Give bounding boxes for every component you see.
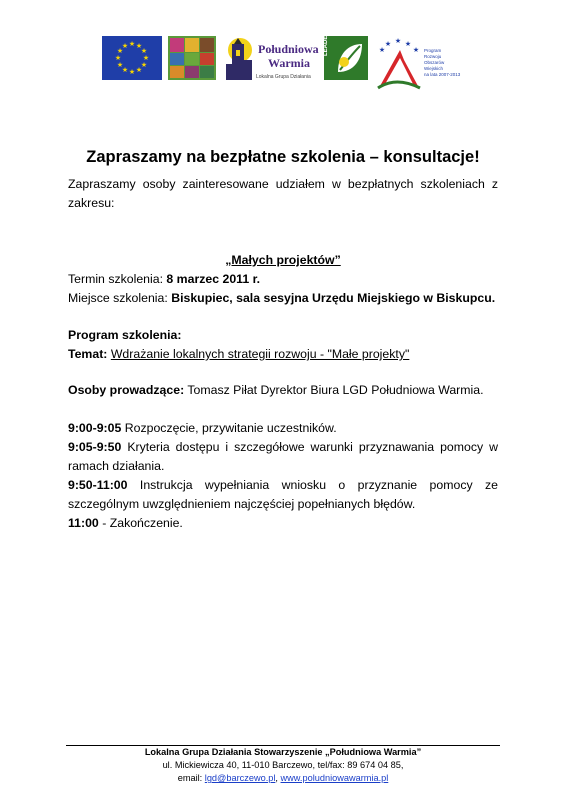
logo-title-line2: Warmia [268,56,310,70]
regional-coat-logo [168,36,216,80]
footer-contact [0,772,566,785]
schedule-time: 9:00-9:05 [68,421,122,435]
svg-text:★: ★ [116,61,124,69]
leader-logo [323,31,368,80]
page-title: Zapraszamy na bezpłatne szkolenia – konsultacje! [86,148,480,166]
svg-text:★: ★ [140,47,148,55]
logo-strip [100,32,470,94]
schedule-time: 9:05-9:50 [68,440,122,454]
leader-text: LEADER [323,31,329,56]
svg-text:★: ★ [404,40,412,48]
prow-line: Obszarów [424,60,445,65]
svg-text:★: ★ [121,42,129,50]
svg-text:★: ★ [140,61,148,69]
schedule-desc: Rozpoczęcie, przywitanie uczestników. [124,421,337,435]
footer-address: ul. Mickiewicza 40, 11-010 Barczewo, tel/fax: 89 674 04 85, [162,760,404,770]
trainers [68,380,498,400]
intro-line-2: zakresu: [68,196,115,210]
prow-line: Rozwoju [424,54,442,59]
website-link[interactable]: www.poludniowawarmia.pl [280,773,389,783]
program-topic [68,344,498,364]
training-place [68,288,508,308]
training-date [68,269,498,289]
prow-line: Wiejskich [424,66,444,71]
svg-text:★: ★ [378,46,386,54]
intro-line-1: Zapraszamy osoby zainteresowane udziałem w bezpłatnych szkoleniach z [68,177,498,191]
prow-line: Program [424,48,442,53]
schedule-item [68,437,498,457]
training-place-label: Miejsce szkolenia: [68,291,168,305]
church-tower-icon [222,36,256,86]
svg-text:★: ★ [121,66,129,74]
footer-org: Lokalna Grupa Działania Stowarzyszenie „Południowa Warmia” [144,747,422,757]
logo-title-line1: Południowa [258,42,319,56]
schedule-time: 11:00 [68,516,99,530]
topic-title [68,250,498,270]
footer-email-label: email: [177,773,203,783]
footer-separator: , [275,773,278,783]
prow-text [424,48,460,78]
schedule-item [68,513,498,533]
svg-text:★: ★ [116,47,124,55]
prow-emblem-icon [374,36,424,92]
schedule-item-continuation: ramach działania. [68,459,165,473]
trainers-value: Tomasz Piłat Dyrektor Biura LGD Południowa Warmia. [187,383,484,397]
svg-text:★: ★ [412,46,420,54]
program-heading [68,325,498,345]
training-date-value: 8 marzec 2011 r. [166,272,261,286]
svg-text:★: ★ [135,66,143,74]
training-date-label: Termin szkolenia: [68,272,163,286]
schedule-item [68,418,498,438]
svg-text:★: ★ [114,54,122,62]
program-heading-text: Program szkolenia: [68,328,182,342]
schedule-time: 9:50-11:00 [68,478,128,492]
poludniowa-warmia-logo [222,36,332,86]
trainers-label: Osoby prowadzące: [68,383,185,397]
svg-text:★: ★ [394,37,402,45]
eu-flag-logo [102,36,162,80]
schedule-item [68,475,498,495]
program-topic-label: Temat: [68,347,108,361]
training-place-value: Biskupiec, sala sesyjna Urzędu Miejskiego w Biskupcu. [171,291,496,305]
prow-line: na lata 2007-2013 [424,72,461,77]
svg-text:★: ★ [128,40,136,48]
schedule-desc: Instrukcja wypełniania wniosku o przyznanie pomocy ze [139,478,499,492]
svg-text:★: ★ [384,40,392,48]
svg-text:★: ★ [135,42,143,50]
prow-logo [374,36,470,92]
schedule-desc: Kryteria dostępu i szczegółowe warunki przyznawania pomocy w [127,440,499,454]
leaf-icon [334,40,364,76]
logo-subtitle: Lokalna Grupa Działania [256,74,311,80]
schedule-desc: - Zakończenie. [102,516,183,530]
email-link[interactable]: lgd@barczewo.pl [204,773,276,783]
svg-text:★: ★ [128,68,136,76]
schedule-item-continuation: szczególnym uwzględnieniem najczęściej popełnianych błędów. [68,497,416,511]
topic-title-text: „Małych projektów” [225,253,341,267]
footer [0,746,566,785]
program-topic-value: Wdrażanie lokalnych strategii rozwoju - "Małe projekty" [110,347,410,361]
svg-text:★: ★ [142,54,150,62]
